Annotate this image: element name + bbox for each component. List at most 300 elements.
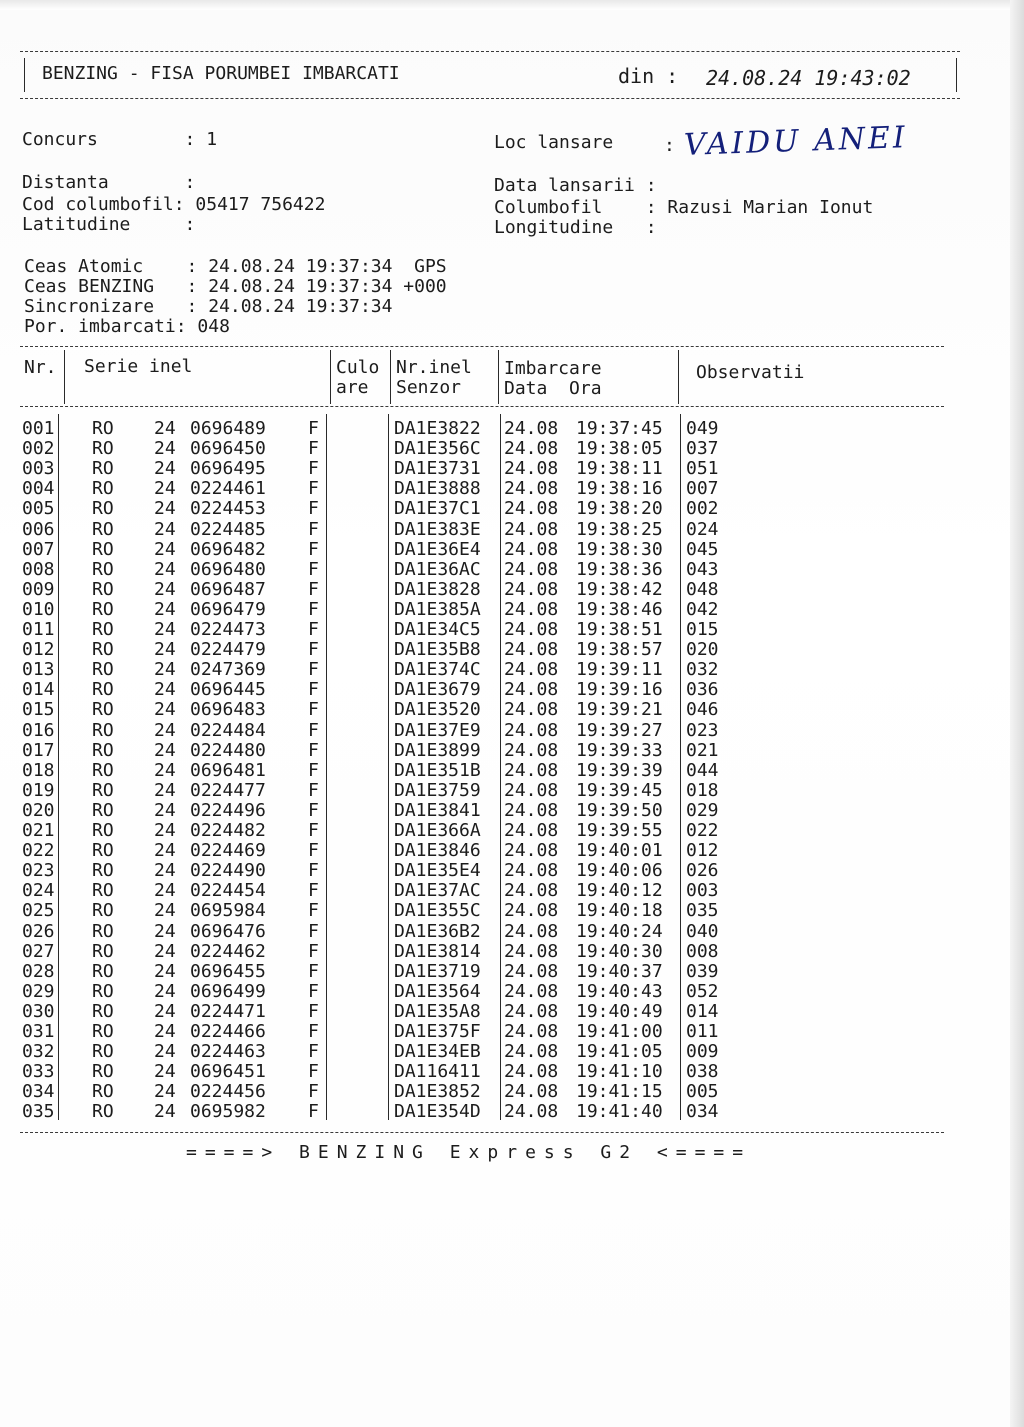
row-nr: 026 — [22, 921, 55, 942]
col-header-observatii: Observatii — [696, 362, 805, 383]
row-nr: 001 — [22, 418, 55, 439]
col-header-imbarcare: Imbarcare — [504, 358, 602, 379]
row-senzor: DA1E3888 — [394, 478, 481, 499]
row-ora: 19:39:45 — [576, 780, 663, 801]
row-serie: 0224471 — [190, 1001, 266, 1022]
row-observatii: 003 — [686, 880, 719, 901]
row-senzor: DA1E35E4 — [394, 860, 481, 881]
col-header-data-ora: Data Ora — [504, 378, 602, 399]
row-senzor: DA1E34C5 — [394, 619, 481, 640]
row-senzor: DA1E37C1 — [394, 498, 481, 519]
row-senzor: DA1E36AC — [394, 559, 481, 580]
row-ora: 19:41:10 — [576, 1061, 663, 1082]
row-sex: F — [308, 921, 319, 942]
row-nr: 017 — [22, 740, 55, 761]
row-nr: 027 — [22, 941, 55, 962]
row-sex: F — [308, 498, 319, 519]
row-year: 24 — [154, 1081, 176, 1102]
row-country: RO — [92, 740, 114, 761]
row-observatii: 039 — [686, 961, 719, 982]
row-data: 24.08 — [504, 438, 559, 459]
title-box-left-border — [24, 58, 25, 92]
row-nr: 013 — [22, 659, 55, 680]
row-data: 24.08 — [504, 720, 559, 741]
row-senzor: DA1E3814 — [394, 941, 481, 962]
row-data: 24.08 — [504, 639, 559, 660]
row-nr: 030 — [22, 1001, 55, 1022]
table-row — [0, 580, 960, 600]
row-serie: 0696495 — [190, 458, 266, 479]
row-observatii: 051 — [686, 458, 719, 479]
row-sex: F — [308, 760, 319, 781]
row-sex: F — [308, 1101, 319, 1122]
row-nr: 032 — [22, 1041, 55, 1062]
row-observatii: 005 — [686, 1081, 719, 1102]
row-serie: 0224482 — [190, 820, 266, 841]
row-data: 24.08 — [504, 880, 559, 901]
row-senzor: DA1E3852 — [394, 1081, 481, 1102]
row-serie: 0224469 — [190, 840, 266, 861]
row-data: 24.08 — [504, 679, 559, 700]
row-observatii: 007 — [686, 478, 719, 499]
row-sex: F — [308, 438, 319, 459]
row-country: RO — [92, 699, 114, 720]
row-sex: F — [308, 1061, 319, 1082]
row-sex: F — [308, 941, 319, 962]
row-nr: 012 — [22, 639, 55, 660]
row-senzor: DA1E385A — [394, 599, 481, 620]
report-date-value: 24.08.24 19:43:02 — [706, 66, 911, 90]
row-year: 24 — [154, 438, 176, 459]
row-sex: F — [308, 981, 319, 1002]
row-data: 24.08 — [504, 599, 559, 620]
porumbei-imbarcati-line: Por. imbarcati: 048 — [24, 316, 230, 337]
row-year: 24 — [154, 780, 176, 801]
row-year: 24 — [154, 1041, 176, 1062]
row-data: 24.08 — [504, 1061, 559, 1082]
row-data: 24.08 — [504, 820, 559, 841]
col-header-nr: Nr. — [24, 357, 57, 378]
row-country: RO — [92, 981, 114, 1002]
row-senzor: DA1E36B2 — [394, 921, 481, 942]
table-row — [0, 640, 960, 660]
row-senzor: DA1E35A8 — [394, 1001, 481, 1022]
row-observatii: 012 — [686, 840, 719, 861]
title-box-right-border — [956, 58, 957, 92]
row-observatii: 008 — [686, 941, 719, 962]
table-row — [0, 922, 960, 942]
row-sex: F — [308, 840, 319, 861]
table-row — [0, 680, 960, 700]
row-senzor: DA1E3841 — [394, 800, 481, 821]
row-senzor: DA1E355C — [394, 900, 481, 921]
ceas-atomic-line: Ceas Atomic : 24.08.24 19:37:34 GPS — [24, 256, 447, 277]
row-year: 24 — [154, 840, 176, 861]
col-sep-imbarcare-header — [678, 350, 679, 404]
row-observatii: 011 — [686, 1021, 719, 1042]
row-serie: 0224466 — [190, 1021, 266, 1042]
row-serie: 0695982 — [190, 1101, 266, 1122]
table-row — [0, 1062, 960, 1082]
row-nr: 035 — [22, 1101, 55, 1122]
row-year: 24 — [154, 860, 176, 881]
col-sep-nr-header — [64, 350, 65, 404]
col-header-culoare-2: are — [336, 377, 369, 398]
row-ora: 19:38:25 — [576, 519, 663, 540]
row-nr: 025 — [22, 900, 55, 921]
row-data: 24.08 — [504, 921, 559, 942]
row-nr: 016 — [22, 720, 55, 741]
row-year: 24 — [154, 679, 176, 700]
row-serie: 0696487 — [190, 579, 266, 600]
table-row — [0, 499, 960, 519]
col-header-serie-inel: Serie inel — [84, 356, 193, 377]
row-sex: F — [308, 599, 319, 620]
table-header-top-border — [20, 346, 944, 347]
row-nr: 004 — [22, 478, 55, 499]
row-sex: F — [308, 619, 319, 640]
row-senzor: DA1E3899 — [394, 740, 481, 761]
row-nr: 033 — [22, 1061, 55, 1082]
row-observatii: 024 — [686, 519, 719, 540]
row-ora: 19:38:30 — [576, 539, 663, 560]
row-serie: 0224485 — [190, 519, 266, 540]
row-country: RO — [92, 1021, 114, 1042]
row-serie: 0224463 — [190, 1041, 266, 1062]
row-nr: 024 — [22, 880, 55, 901]
row-serie: 0224453 — [190, 498, 266, 519]
row-nr: 018 — [22, 760, 55, 781]
row-observatii: 023 — [686, 720, 719, 741]
row-observatii: 034 — [686, 1101, 719, 1122]
row-ora: 19:40:18 — [576, 900, 663, 921]
row-ora: 19:39:50 — [576, 800, 663, 821]
row-data: 24.08 — [504, 740, 559, 761]
row-year: 24 — [154, 418, 176, 439]
row-serie: 0696476 — [190, 921, 266, 942]
table-row — [0, 620, 960, 640]
row-sex: F — [308, 1021, 319, 1042]
row-year: 24 — [154, 458, 176, 479]
title-box-top-border — [20, 51, 960, 52]
report-date-label: din : — [618, 64, 679, 88]
row-senzor: DA1E374C — [394, 659, 481, 680]
row-sex: F — [308, 740, 319, 761]
row-serie: 0224454 — [190, 880, 266, 901]
row-ora: 19:41:15 — [576, 1081, 663, 1102]
row-country: RO — [92, 921, 114, 942]
row-sex: F — [308, 579, 319, 600]
row-data: 24.08 — [504, 860, 559, 881]
row-senzor: DA116411 — [394, 1061, 481, 1082]
row-senzor: DA1E3759 — [394, 780, 481, 801]
row-ora: 19:38:51 — [576, 619, 663, 640]
row-ora: 19:40:43 — [576, 981, 663, 1002]
table-bottom-border — [20, 1132, 944, 1133]
row-country: RO — [92, 679, 114, 700]
row-country: RO — [92, 498, 114, 519]
row-observatii: 032 — [686, 659, 719, 680]
row-year: 24 — [154, 981, 176, 1002]
row-country: RO — [92, 941, 114, 962]
row-data: 24.08 — [504, 1001, 559, 1022]
row-observatii: 015 — [686, 619, 719, 640]
row-year: 24 — [154, 921, 176, 942]
row-observatii: 026 — [686, 860, 719, 881]
row-senzor: DA1E3731 — [394, 458, 481, 479]
row-ora: 19:39:11 — [576, 659, 663, 680]
row-year: 24 — [154, 900, 176, 921]
row-country: RO — [92, 519, 114, 540]
row-data: 24.08 — [504, 1021, 559, 1042]
row-ora: 19:38:36 — [576, 559, 663, 580]
row-sex: F — [308, 780, 319, 801]
row-ora: 19:40:37 — [576, 961, 663, 982]
row-data: 24.08 — [504, 699, 559, 720]
row-data: 24.08 — [504, 800, 559, 821]
row-senzor: DA1E3564 — [394, 981, 481, 1002]
row-year: 24 — [154, 519, 176, 540]
table-row — [0, 1102, 960, 1122]
row-sex: F — [308, 519, 319, 540]
row-country: RO — [92, 880, 114, 901]
row-ora: 19:39:27 — [576, 720, 663, 741]
row-country: RO — [92, 619, 114, 640]
table-row — [0, 1002, 960, 1022]
paper-top-shadow — [0, 0, 1024, 10]
row-serie: 0696489 — [190, 418, 266, 439]
row-country: RO — [92, 840, 114, 861]
row-observatii: 018 — [686, 780, 719, 801]
row-year: 24 — [154, 760, 176, 781]
row-country: RO — [92, 639, 114, 660]
row-serie: 0224490 — [190, 860, 266, 881]
row-year: 24 — [154, 1101, 176, 1122]
row-serie: 0224496 — [190, 800, 266, 821]
row-country: RO — [92, 458, 114, 479]
row-observatii: 037 — [686, 438, 719, 459]
row-data: 24.08 — [504, 1041, 559, 1062]
table-row — [0, 841, 960, 861]
row-observatii: 038 — [686, 1061, 719, 1082]
paper-right-shadow — [1010, 0, 1024, 1427]
title-box-bottom-border — [20, 98, 960, 99]
row-data: 24.08 — [504, 1081, 559, 1102]
row-observatii: 048 — [686, 579, 719, 600]
row-country: RO — [92, 599, 114, 620]
row-observatii: 036 — [686, 679, 719, 700]
row-data: 24.08 — [504, 981, 559, 1002]
row-sex: F — [308, 478, 319, 499]
row-nr: 005 — [22, 498, 55, 519]
row-ora: 19:41:05 — [576, 1041, 663, 1062]
row-ora: 19:37:45 — [576, 418, 663, 439]
row-country: RO — [92, 478, 114, 499]
row-data: 24.08 — [504, 840, 559, 861]
table-row — [0, 700, 960, 720]
table-row — [0, 479, 960, 499]
row-country: RO — [92, 1001, 114, 1022]
row-ora: 19:39:33 — [576, 740, 663, 761]
row-serie: 0224461 — [190, 478, 266, 499]
row-year: 24 — [154, 579, 176, 600]
table-row — [0, 821, 960, 841]
row-serie: 0696481 — [190, 760, 266, 781]
row-year: 24 — [154, 639, 176, 660]
col-header-senzor: Senzor — [396, 377, 462, 398]
row-data: 24.08 — [504, 659, 559, 680]
row-country: RO — [92, 1101, 114, 1122]
row-senzor: DA1E3828 — [394, 579, 481, 600]
table-header-bottom-border — [20, 406, 944, 407]
table-row — [0, 600, 960, 620]
row-observatii: 022 — [686, 820, 719, 841]
table-row — [0, 861, 960, 881]
row-year: 24 — [154, 880, 176, 901]
row-sex: F — [308, 458, 319, 479]
row-year: 24 — [154, 1021, 176, 1042]
row-country: RO — [92, 1041, 114, 1062]
row-ora: 19:39:21 — [576, 699, 663, 720]
row-observatii: 021 — [686, 740, 719, 761]
row-observatii: 052 — [686, 981, 719, 1002]
row-country: RO — [92, 559, 114, 580]
row-serie: 0224456 — [190, 1081, 266, 1102]
row-ora: 19:38:57 — [576, 639, 663, 660]
row-serie: 0224480 — [190, 740, 266, 761]
table-row — [0, 942, 960, 962]
row-nr: 011 — [22, 619, 55, 640]
table-row — [0, 1042, 960, 1062]
row-nr: 006 — [22, 519, 55, 540]
table-row — [0, 761, 960, 781]
row-senzor: DA1E35B8 — [394, 639, 481, 660]
row-observatii: 045 — [686, 539, 719, 560]
row-year: 24 — [154, 961, 176, 982]
row-ora: 19:38:46 — [576, 599, 663, 620]
row-senzor: DA1E356C — [394, 438, 481, 459]
row-year: 24 — [154, 740, 176, 761]
row-country: RO — [92, 760, 114, 781]
row-senzor: DA1E3846 — [394, 840, 481, 861]
row-country: RO — [92, 860, 114, 881]
row-ora: 19:41:00 — [576, 1021, 663, 1042]
row-serie: 0696445 — [190, 679, 266, 700]
row-year: 24 — [154, 1001, 176, 1022]
row-senzor: DA1E3719 — [394, 961, 481, 982]
row-senzor: DA1E375F — [394, 1021, 481, 1042]
row-year: 24 — [154, 941, 176, 962]
row-observatii: 043 — [686, 559, 719, 580]
row-sex: F — [308, 1001, 319, 1022]
row-ora: 19:40:30 — [576, 941, 663, 962]
row-sex: F — [308, 659, 319, 680]
row-observatii: 046 — [686, 699, 719, 720]
row-data: 24.08 — [504, 900, 559, 921]
row-serie: 0696479 — [190, 599, 266, 620]
ceas-benzing-line: Ceas BENZING : 24.08.24 19:37:34 +000 — [24, 276, 447, 297]
row-senzor: DA1E3822 — [394, 418, 481, 439]
row-ora: 19:38:11 — [576, 458, 663, 479]
data-lansarii-line: Data lansarii : — [494, 175, 657, 196]
row-observatii: 029 — [686, 800, 719, 821]
table-row — [0, 881, 960, 901]
row-ora: 19:40:01 — [576, 840, 663, 861]
row-senzor: DA1E3520 — [394, 699, 481, 720]
row-observatii: 020 — [686, 639, 719, 660]
row-data: 24.08 — [504, 418, 559, 439]
row-country: RO — [92, 1061, 114, 1082]
row-serie: 0696455 — [190, 961, 266, 982]
row-senzor: DA1E34EB — [394, 1041, 481, 1062]
table-row — [0, 962, 960, 982]
row-sex: F — [308, 679, 319, 700]
row-country: RO — [92, 780, 114, 801]
table-row — [0, 801, 960, 821]
row-sex: F — [308, 418, 319, 439]
row-country: RO — [92, 800, 114, 821]
table-row — [0, 781, 960, 801]
row-serie: 0696482 — [190, 539, 266, 560]
row-data: 24.08 — [504, 559, 559, 580]
distanta-line: Distanta : — [22, 172, 196, 193]
table-row — [0, 660, 960, 680]
row-year: 24 — [154, 699, 176, 720]
row-nr: 028 — [22, 961, 55, 982]
row-nr: 022 — [22, 840, 55, 861]
row-nr: 003 — [22, 458, 55, 479]
row-nr: 023 — [22, 860, 55, 881]
row-serie: 0696451 — [190, 1061, 266, 1082]
row-senzor: DA1E354D — [394, 1101, 481, 1122]
row-data: 24.08 — [504, 760, 559, 781]
row-sex: F — [308, 900, 319, 921]
table-row — [0, 439, 960, 459]
row-senzor: DA1E383E — [394, 519, 481, 540]
table-row — [0, 982, 960, 1002]
row-sex: F — [308, 720, 319, 741]
row-sex: F — [308, 639, 319, 660]
table-row — [0, 540, 960, 560]
row-nr: 008 — [22, 559, 55, 580]
row-serie: 0696450 — [190, 438, 266, 459]
table-row — [0, 741, 960, 761]
row-nr: 009 — [22, 579, 55, 600]
row-data: 24.08 — [504, 1101, 559, 1122]
cod-columbofil-line: Cod columbofil: 05417 756422 — [22, 194, 326, 215]
row-observatii: 044 — [686, 760, 719, 781]
row-nr: 007 — [22, 539, 55, 560]
row-nr: 014 — [22, 679, 55, 700]
concurs-line: Concurs : 1 — [22, 129, 218, 150]
row-year: 24 — [154, 498, 176, 519]
row-sex: F — [308, 1081, 319, 1102]
row-year: 24 — [154, 720, 176, 741]
row-observatii: 014 — [686, 1001, 719, 1022]
table-row — [0, 459, 960, 479]
row-senzor: DA1E366A — [394, 820, 481, 841]
row-year: 24 — [154, 820, 176, 841]
table-row — [0, 560, 960, 580]
longitudine-line: Longitudine : — [494, 217, 657, 238]
row-nr: 020 — [22, 800, 55, 821]
row-year: 24 — [154, 659, 176, 680]
row-serie: 0696480 — [190, 559, 266, 580]
row-data: 24.08 — [504, 498, 559, 519]
row-country: RO — [92, 539, 114, 560]
row-nr: 019 — [22, 780, 55, 801]
row-senzor: DA1E3679 — [394, 679, 481, 700]
